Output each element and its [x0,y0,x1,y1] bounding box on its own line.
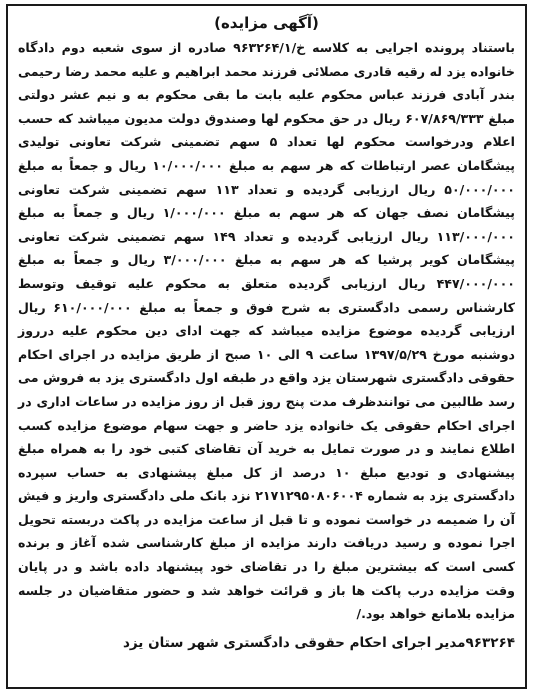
notice-signature: ۹۶۳۲۶۴مدیر اجرای احکام حقوقی دادگستری شهر ستان یزد [122,634,515,651]
notice-body: باستناد پرونده اجرایی به کلاسه خ/۹۶۳۲۶۴/۱ صادره از سوی شعبه دوم دادگاه خانواده یزد له رقیه قادری مصلائی فرزند محمد ابراهیم و علیه محمد رضا رحیمی بندر آبادی فرزند عباس محکوم علیه بابت ما بقی محکوم به و نیم عشر دولتی مبلغ ۶۰۷/۸۶۹/۳۳۳ ریال در حق محکوم لها وصندوق دولت مدیون میباشد که حسب اعلام ودرخواست محکوم لها تعداد ۵ سهم تضمینی شرکت تعاونی تولیدی پیشگامان عصر ارتباطات که هر سهم به مبلغ ۱۰/۰۰۰/۰۰۰ ریال و جمعاً به مبلغ ۵۰/۰۰۰/۰۰۰ ریال ارزیابی گردیده و تعداد ۱۱۳ سهم تضمینی شرکت تعاونی پیشگامان نصف جهان که هر سهم به مبلغ ۱/۰۰۰/۰۰۰ ریال و جمعاً به مبلغ ۱۱۳/۰۰۰/۰۰۰ ریال ارزیابی گردیده و تعداد ۱۴۹ سهم تضمینی شرکت تعاونی پیشگامان کویر پرشیا که هر سهم به مبلغ ۳/۰۰۰/۰۰۰ ریال و جمعاً به مبلغ ۴۴۷/۰۰۰/۰۰۰ ریال ارزیابی گردیده متعلق به محکوم علیه توقیف وتوسط کارشناس رسمی دادگستری به شرح فوق و جمعاً به مبلغ ۶۱۰/۰۰۰/۰۰۰ ریال ارزیابی گردیده موضوع مزایده میباشد که جهت ادای دین محکوم علیه درروز دوشنبه مورخ ۱۳۹۷/۵/۲۹ ساعت ۹ الی ۱۰ صبح از طریق مزایده در اجرای احکام حقوقی دادگستری شهرستان یزد واقع در طبقه اول دادگستری یزد به فروش می رسد طالبین می توانندظرف مدت پنج روز قبل از روز مزایده در ساعات اداری در اجرای احکام حقوقی یک خانواده یزد حاضر و جهت سهام موضوع مزایده کسب اطلاع نمایند و در صورت تمایل به خرید آن تقاضای کتبی خود را به همراه مبلغ پیشنهادی و تودیع مبلغ ۱۰ درصد از کل مبلغ پیشنهادی به حساب سپرده دادگستری یزد به شماره ۲۱۷۱۲۹۵۰۸۰۶۰۰۴ نزد بانک ملی دادگستری واریز و فیش آن را ضمیمه در خواست نموده و تا قبل از ساعت مزایده در پاکت دربسته تحویل اجرا نموده و رسید دریافت دارند مزایده از مبلغ کارشناسی شده آغاز و برنده کسی است که بیشترین مبلغ را در تقاضای خود پیشنهاد داده باشد و در پایان وقت مزایده درب پاکت ها باز و قرائت خواهد شد و حضور متقاضیان در جلسه مزایده بلامانع خواهد بود./ [18,40,516,622]
auction-notice-frame [6,4,527,689]
notice-title: (آگهی مزایده) [214,14,319,32]
